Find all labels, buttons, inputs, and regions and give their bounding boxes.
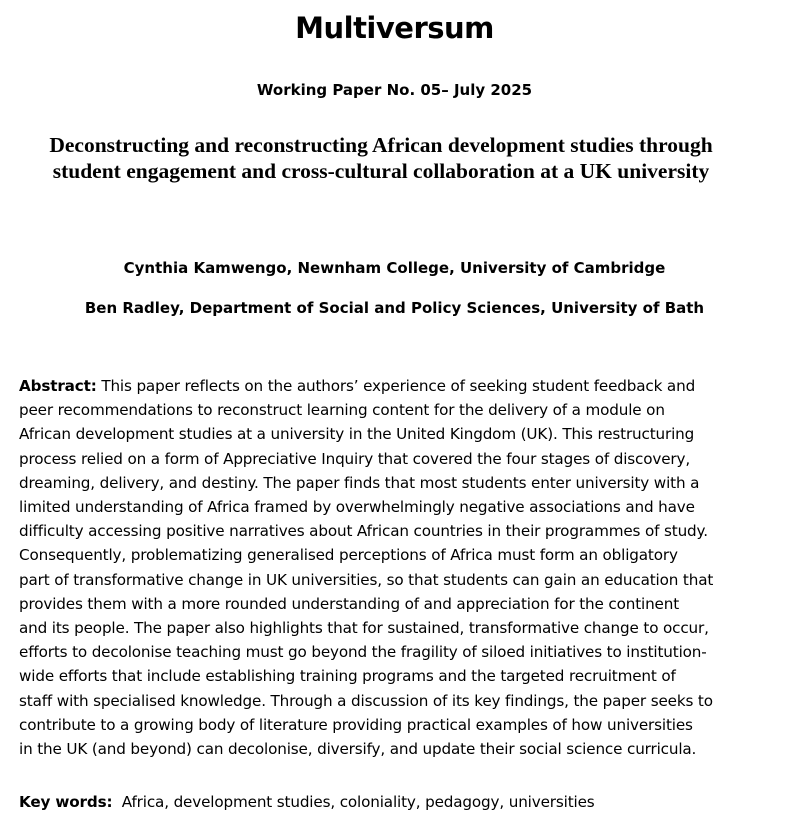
abstract-line: in the UK (and beyond) can decolonise, diversify, and update their social science curricula. [19,740,697,759]
abstract-line: and its people. The paper also highlights that for sustained, transformative change to occur, [19,619,709,638]
abstract-line: provides them with a more rounded understanding of and appreciation for the continent [19,594,680,613]
keywords-label: Key words: [19,793,113,811]
paper-title-line: student engagement and cross-cultural collaboration at a UK university [52,159,710,183]
abstract-label: Abstract: [19,377,97,395]
abstract-line: staff with specialised knowledge. Through a discussion of its key findings, the paper seeks to [19,691,713,710]
keywords [19,790,771,814]
paper-title-line: Deconstructing and reconstructing African development studies through [49,133,713,157]
abstract-line: African development studies at a university in the United Kingdom (UK). This restructuring [19,425,695,444]
abstract-line: contribute to a growing body of literature providing practical examples of how universities [19,715,693,734]
author-affiliation: Ben Radley, Department of Social and Policy Sciences, University of Bath [84,299,705,317]
abstract-line: process relied on a form of Appreciative Inquiry that covered the four stages of discovery, [19,449,691,468]
working-paper-number: Working Paper No. 05– July 2025 [256,81,533,99]
abstract-line: efforts to decolonise teaching must go beyond the fragility of siloed initiatives to institution- [19,643,707,662]
keywords-text: Africa, development studies, coloniality, pedagogy, universities [112,793,595,811]
abstract-line: wide efforts that include establishing training programs and the targeted recruitment of [19,667,676,686]
abstract-line: limited understanding of Africa framed by overwhelmingly negative associations and have [19,498,695,517]
abstract-line: part of transformative change in UK universities, so that students can gain an education that [19,570,714,589]
abstract-text: This paper reflects on the authors’ experience of seeking student feedback and [96,377,696,395]
abstract-line [19,374,771,398]
abstract-line: Consequently, problematizing generalised perceptions of Africa must form an obligatory [19,546,678,565]
abstract-line: difficulty accessing positive narratives about African countries in their programmes of study. [19,522,708,541]
series-title: Multiversum [295,11,494,45]
paper-title [0,132,762,184]
abstract [19,374,771,761]
author-affiliation: Cynthia Kamwengo, Newnham College, University of Cambridge [123,259,666,277]
abstract-line: dreaming, delivery, and destiny. The paper finds that most students enter university with a [19,473,700,492]
abstract-line: peer recommendations to reconstruct learning content for the delivery of a module on [19,401,665,420]
